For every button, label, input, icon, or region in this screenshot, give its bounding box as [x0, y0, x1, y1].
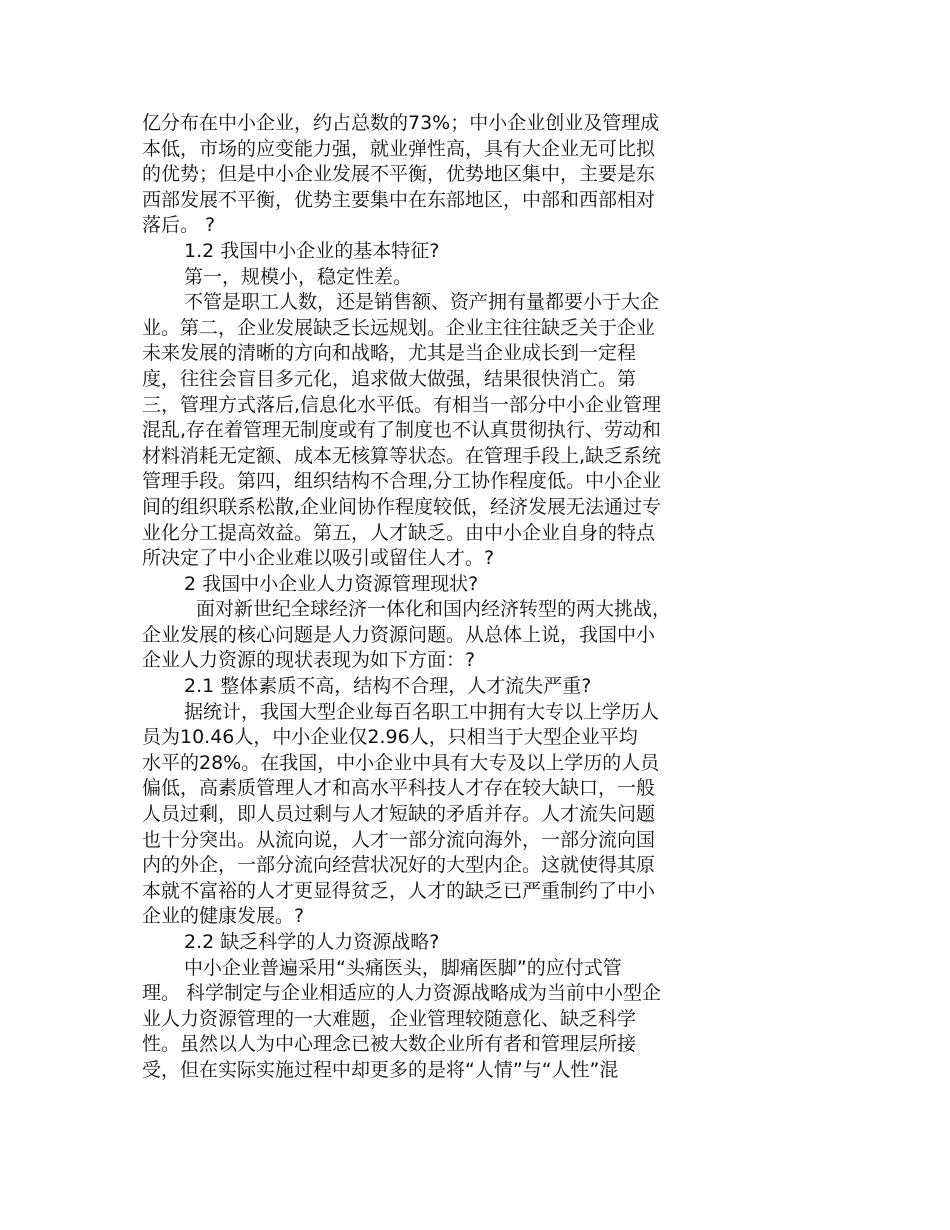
text-line: 也十分突出。从流向说，人才一部分流向海外，一部分流向国	[142, 828, 656, 851]
text-line: 人员过剩，即人员过剩与人才短缺的矛盾并存。人才流失问题	[142, 803, 656, 826]
text-line: 所决定了中小企业难以吸引或留住人才。?	[142, 547, 495, 570]
text-line: 的优势；但是中小企业发展不平衡，优势地区集中，主要是东	[142, 163, 656, 186]
text-line: 企业人力资源的现状表现为如下方面：?	[142, 649, 476, 672]
text-line: 水平的28%。在我国，中小企业中具有大专及以上学历的人员	[142, 751, 660, 774]
text-line: 亿分布在中小企业，约占总数的73%；中小企业创业及管理成	[142, 112, 660, 134]
text-line: 混乱,存在着管理无制度或有了制度也不认真贯彻执行、劳动和	[142, 419, 662, 442]
text-line: 企业的健康发展。?	[142, 905, 305, 928]
text-line: 度，往往会盲目多元化，追求做大做强，结果很快消亡。第	[142, 367, 637, 390]
section-heading: 2 我国中小企业人力资源管理现状?	[184, 572, 479, 595]
text-line: 落后。 ?	[142, 214, 216, 237]
text-line: 企业发展的核心问题是人力资源问题。从总体上说，我国中小	[142, 623, 656, 646]
text-line: 业化分工提高效益。第五，人才缺乏。由中小企业自身的特点	[142, 521, 656, 544]
text-line: 第一，规模小，稳定性差。	[184, 265, 413, 288]
text-line: 本低，市场的应变能力强，就业弹性高，具有大企业无可比拟	[142, 137, 656, 160]
text-line: 间的组织联系松散,企业间协作程度较低，经济发展无法通过专	[142, 495, 662, 518]
text-line: 受，但在实际实施过程中却更多的是将“人情”与“人性”混	[142, 1058, 619, 1081]
text-line: 业人力资源管理的一大难题，企业管理较随意化、缺乏科学	[142, 1007, 637, 1030]
text-line: 理。 科学制定与企业相适应的人力资源战略成为当前中小型企	[142, 982, 662, 1005]
text-line: 不管是职工人数，还是销售额、资产拥有量都要小于大企	[184, 291, 660, 314]
text-line: 性。虽然以人为中心理念已被大数企业所有者和管理层所接	[142, 1033, 637, 1056]
text-line: 本就不富裕的人才更显得贫乏，人才的缺乏已严重制约了中小	[142, 879, 656, 902]
text-line: 中小企业普遍采用“头痛医头，脚痛医脚”的应付式管	[184, 956, 622, 979]
text-line: 三，管理方式落后,信息化水平低。有相当一部分中小企业管理	[142, 393, 662, 416]
section-heading: 2.2 缺乏科学的人力资源战略?	[184, 931, 440, 953]
text-line: 西部发展不平衡，优势主要集中在东部地区，中部和西部相对	[142, 188, 656, 211]
text-line: 偏低，高素质管理人才和高水平科技人才存在较大缺口，一般	[142, 777, 656, 800]
text-line: 员为10.46人，中小企业仅2.96人，只相当于大型企业平均	[142, 726, 638, 749]
text-line: 据统计，我国大型企业每百名职工中拥有大专以上学历人	[184, 700, 660, 723]
section-heading: 1.2 我国中小企业的基本特征?	[184, 239, 440, 262]
document-body	[142, 111, 742, 1084]
text-line: 内的外企，一部分流向经营状况好的大型内企。这就使得其原	[142, 854, 656, 877]
section-heading: 2.1 整体素质不高，结构不合理，人才流失严重?	[184, 675, 592, 698]
text-line: 面对新世纪全球经济一体化和国内经济转型的两大挑战，	[196, 598, 672, 621]
text-line: 未来发展的清晰的方向和战略，尤其是当企业成长到一定程	[142, 342, 637, 365]
text-line: 材料消耗无定额、成本无核算等状态。在管理手段上,缺乏系统	[142, 444, 662, 467]
text-line: 管理手段。第四，组织结构不合理,分工协作程度低。中小企业	[142, 470, 662, 493]
text-line: 业。第二，企业发展缺乏长远规划。企业主往往缺乏关于企业	[142, 316, 656, 339]
